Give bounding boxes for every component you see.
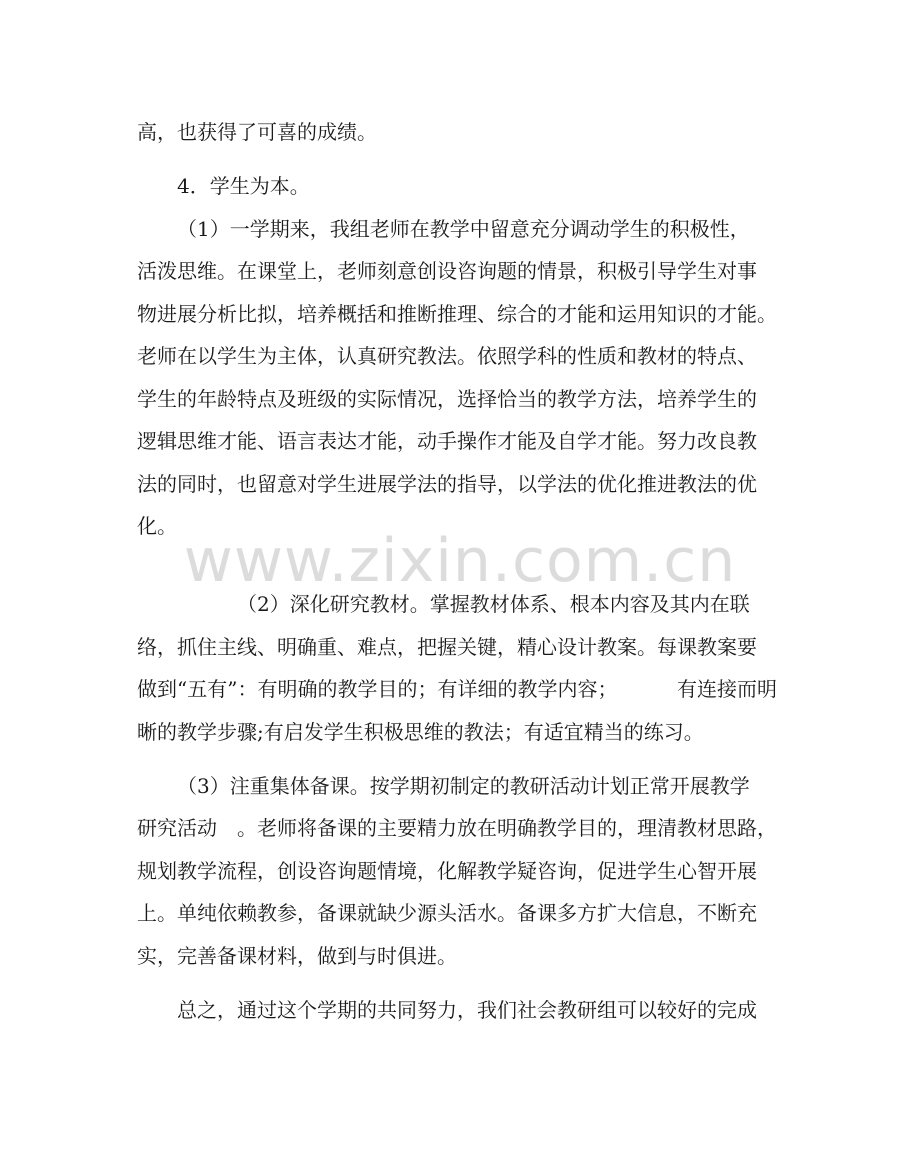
text-line: 高，也获得了可喜的成绩。 [137,120,377,144]
text-line: 上。单纯依赖教参，备课就缺少源头活水。备课多方扩大信息，不断充 [137,901,757,925]
text-line: 做到“五有”：有明确的教学目的；有详细的教学内容； [137,677,618,701]
text-line: 学生的年龄特点及班级的实际情况，选择恰当的教学方法，培养学生的 [137,387,757,411]
text-line: （3）注重集体备课。按学期初制定的教研活动计划正常开展教学 [177,774,750,798]
text-line: 实，完善备课材料，做到与时俱进。 [137,944,457,968]
watermark: www.zixin.com.cn [183,526,737,596]
text-line: 化。 [137,514,177,538]
text-line: （2）深化研究教材。掌握教材体系、根本内容及其内在联 [237,592,750,616]
text-line: 法的同时，也留意对学生进展学法的指导，以学法的优化推进教法的优 [137,472,757,496]
text-line: 络，抓住主线、明确重、难点，把握关键，精心设计教案。每课教案要 [137,635,757,659]
text-line: 物进展分析比拟，培养概括和推断推理、综合的才能和运用知识的才能。 [137,302,777,326]
text-line: 。老师将备课的主要精力放在明确教学目的，理清教材思路， [237,816,777,840]
text-line: （1）一学期来，我组老师在教学中留意充分调动学生的积极性， [177,217,750,241]
text-line: 有连接而明 [677,677,777,701]
text-line: 老师在以学生为主体，认真研究教法。依照学科的性质和教材的特点、 [137,344,757,368]
text-line: 总之，通过这个学期的共同努力，我们社会教研组可以较好的完成 [177,998,757,1022]
text-line: 4．学生为本。 [177,174,310,198]
text-line: 晰的教学步骤;有启发学生积极思维的教法；有适宜精当的练习。 [137,720,704,744]
text-line: 研究活动 [137,816,217,840]
text-line: 活泼思维。在课堂上，老师刻意创设咨询题的情景，积极引导学生对事 [137,259,757,283]
text-line: 规划教学流程，创设咨询题情境，化解教学疑咨询，促进学生心智开展 [137,859,757,883]
text-line: 逻辑思维才能、语言表达才能，动手操作才能及自学才能。努力改良教 [137,429,757,453]
